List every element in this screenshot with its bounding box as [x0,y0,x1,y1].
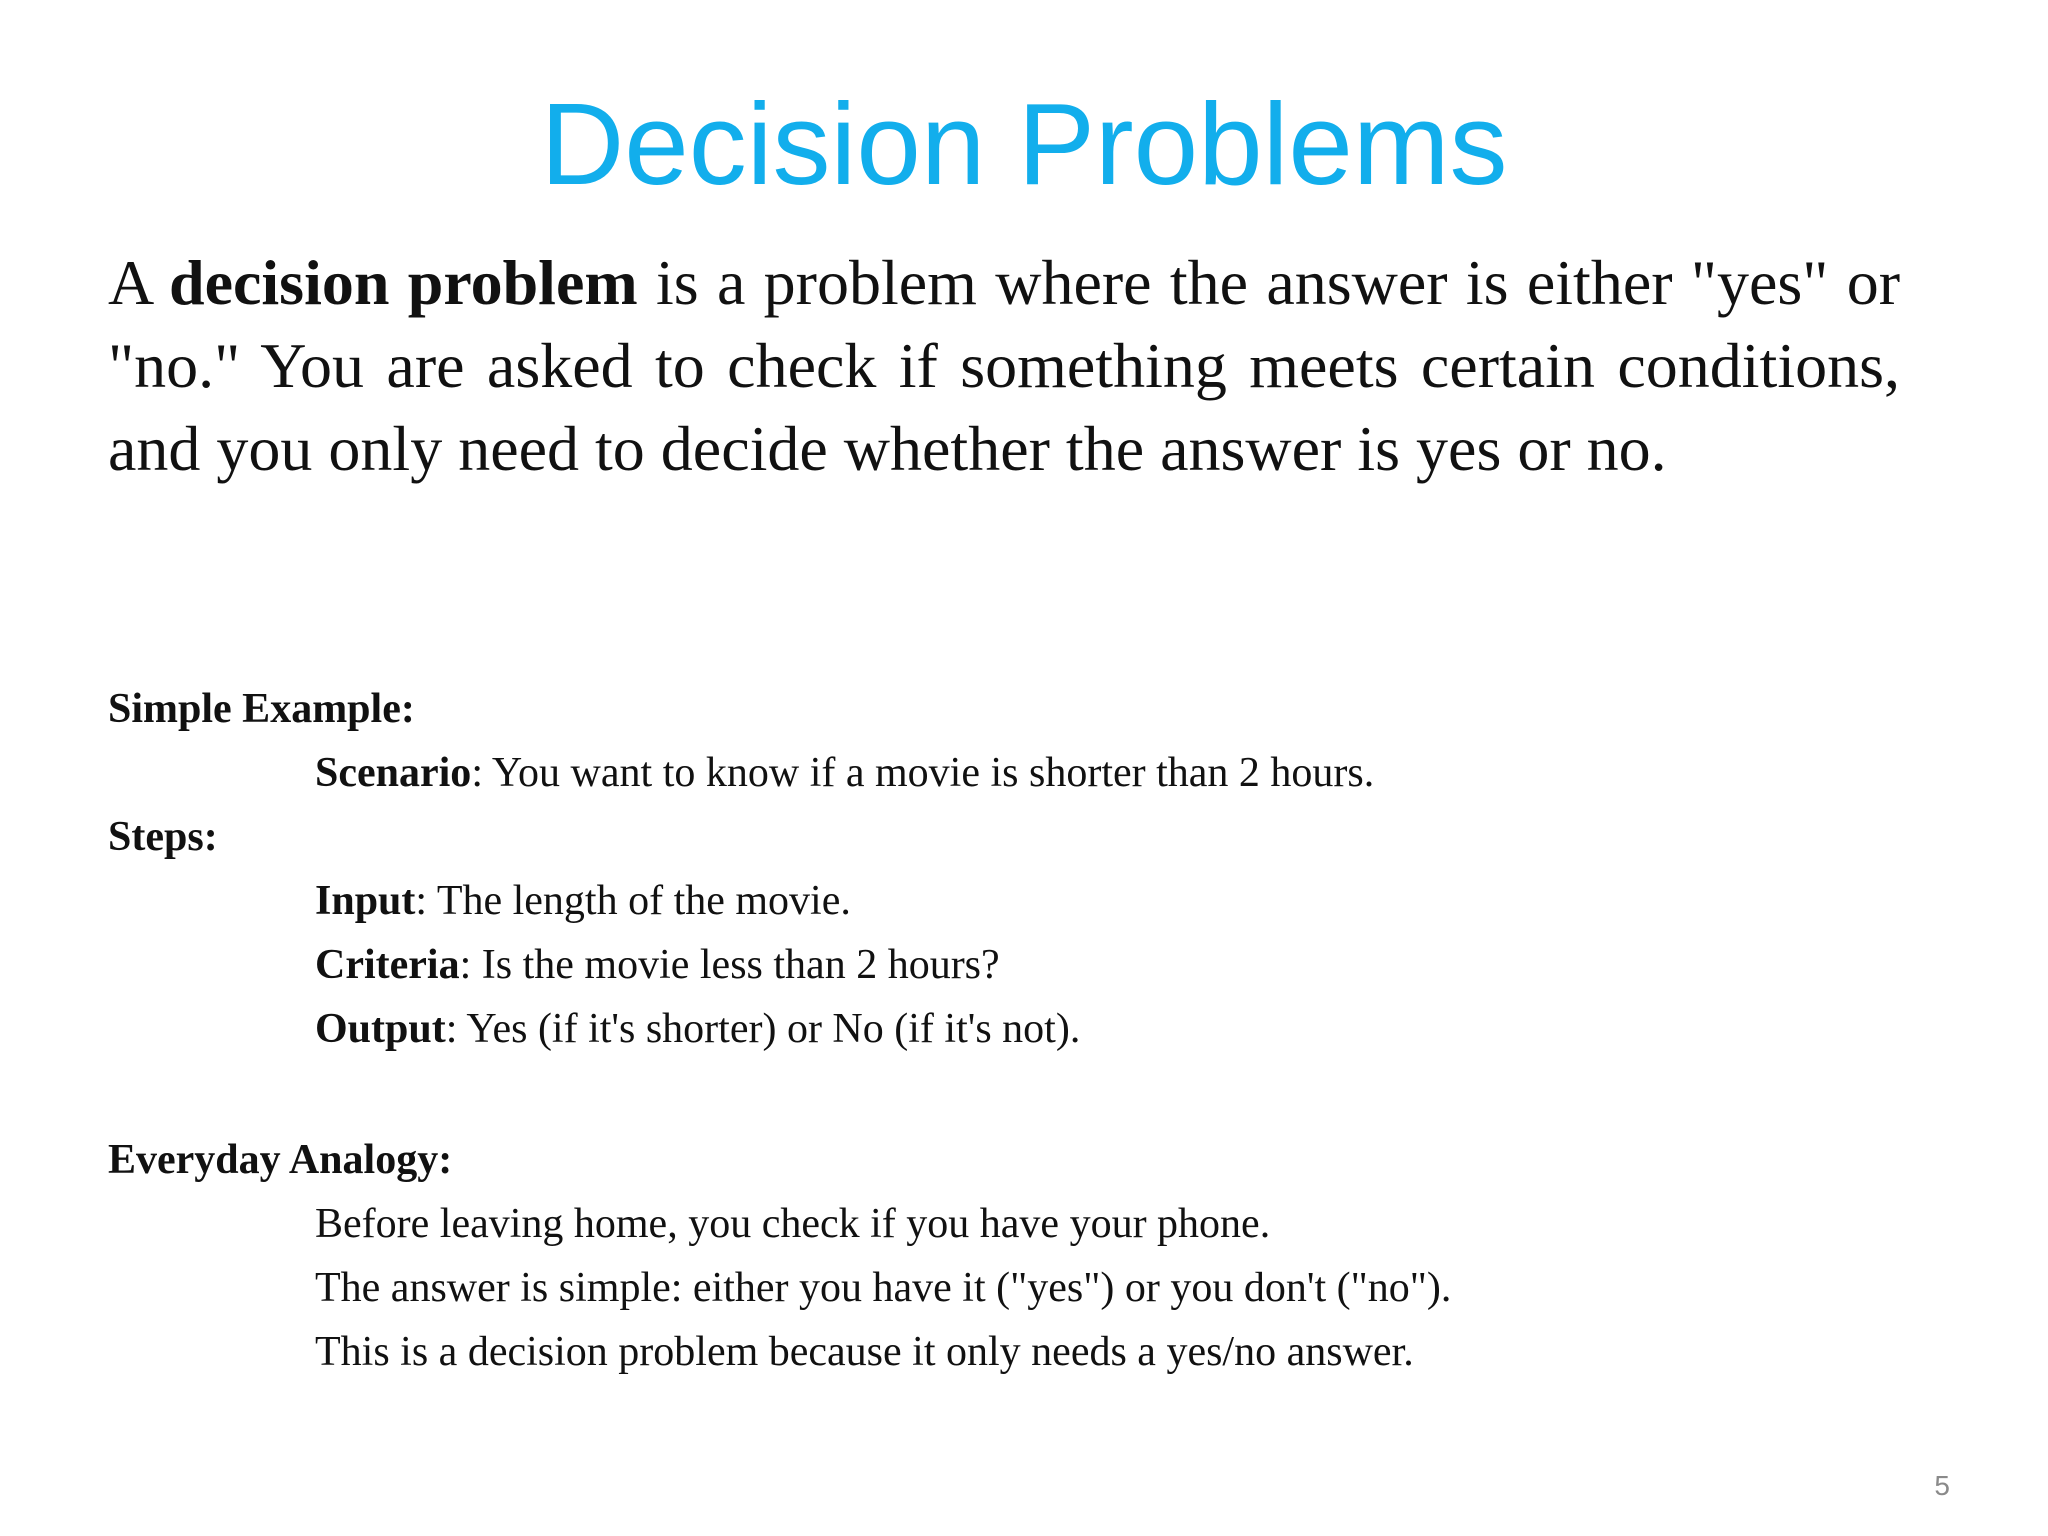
step-output-label: Output [315,1006,446,1052]
analogy-line: This is a decision problem because it only needs a yes/no answer. [315,1329,1414,1375]
scenario-line [315,741,1908,805]
steps-heading: Steps: [108,814,218,860]
step-input-text: : The length of the movie. [415,878,851,924]
steps-section [108,805,1908,1061]
slide-title: Decision Problems [540,79,1508,209]
analogy-heading: Everyday Analogy: [108,1137,453,1183]
analogy-section [108,1128,1908,1384]
step-input-label: Input [315,878,416,924]
step-criteria-line [315,933,1908,997]
scenario-text: : You want to know if a movie is shorter than 2 hours. [471,750,1375,796]
analogy-line: Before leaving home, you check if you have your phone. [315,1201,1271,1247]
page-number: 5 [1934,1470,1950,1501]
intro-term: decision problem [168,247,638,318]
intro-paragraph [108,241,1900,490]
step-output-text: : Yes (if it's shorter) or No (if it's not). [445,1006,1081,1052]
simple-example-heading: Simple Example: [108,686,415,732]
intro-rest: is a problem where the answer is either "yes" or "no." You are asked to check if something meets certain conditions, and you only need to decide whether the answer is yes or no. [108,247,1901,484]
step-criteria-label: Criteria [315,942,460,988]
analogy-line: The answer is simple: either you have it ("yes") or you don't ("no"). [315,1265,1452,1311]
intro-lead: A [108,247,169,318]
scenario-label: Scenario [315,750,472,796]
step-output-line [315,997,1908,1061]
step-input-line [315,869,1908,933]
step-criteria-text: : Is the movie less than 2 hours? [459,942,1000,988]
simple-example-section [108,677,1908,805]
